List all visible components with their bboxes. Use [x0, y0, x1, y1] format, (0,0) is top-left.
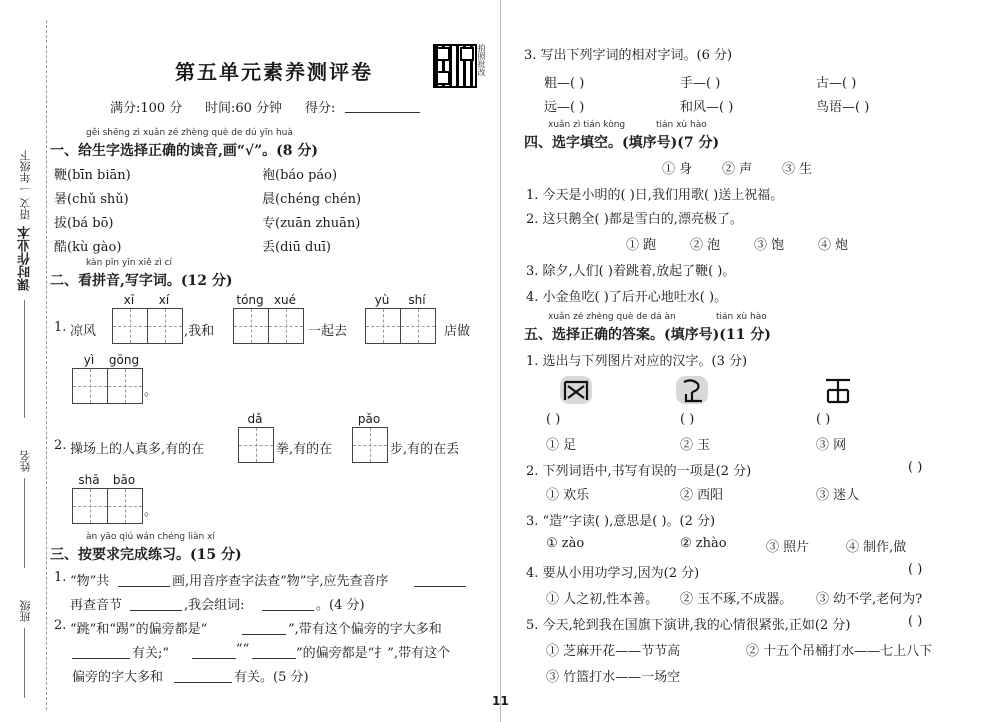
binding-line — [46, 20, 47, 710]
option-item: ① 芝麻开花——节节高 — [546, 644, 681, 659]
question-text: 4. 要从小用功学习,因为(2 分) — [526, 566, 700, 581]
antonym-item[interactable]: 古—( ) — [816, 76, 857, 91]
answer-blank[interactable] — [118, 570, 170, 587]
option-item: ③ 幼不学,老何为? — [816, 592, 923, 607]
score-field[interactable] — [345, 96, 420, 113]
writing-grid[interactable] — [352, 427, 388, 463]
column-divider — [500, 0, 501, 722]
question-number: 1. — [54, 320, 67, 335]
question-text[interactable]: 4. 小金鱼吃( )了后开心地吐水( )。 — [526, 290, 728, 305]
spine-name-label: 姓名 — [19, 450, 32, 472]
answer-blank[interactable] — [174, 666, 232, 683]
question-text: 5. 今天,轮到我在国旗下演讲,我的心情很紧张,正如(2 分) — [526, 618, 851, 633]
option-item: ③ 饱 — [754, 238, 785, 253]
question-text: 操场上的人真多,有的在 — [70, 442, 205, 457]
section-pinyin: àn yāo qiú wán chéng liàn xí — [86, 532, 215, 542]
question-number: 2. — [54, 618, 67, 633]
spine-line — [24, 478, 25, 568]
option-item: ① 足 — [546, 438, 577, 453]
question-text: ”“ — [236, 642, 250, 657]
section-pinyin: xuǎn zì tián kòng — [548, 120, 626, 130]
reading-item[interactable]: 酷(kù gào) — [54, 240, 122, 255]
score-total: 满分:100 分 — [110, 101, 183, 116]
answer-paren[interactable]: ( ) — [908, 614, 923, 629]
option-item: ③ 网 — [816, 438, 847, 453]
option-item: ③ 生 — [782, 162, 813, 177]
question-text: 3. 写出下列字词的相对字词。(6 分) — [524, 48, 733, 63]
section-pinyin: kàn pīn yīn xiě zì cí — [86, 258, 173, 268]
antonym-item[interactable]: 粗—( ) — [544, 76, 585, 91]
pinyin-hint: xī — [123, 293, 135, 307]
answer-paren[interactable]: ( ) — [816, 412, 831, 427]
time-limit: 时间:60 分钟 — [205, 101, 283, 116]
option-item: ③ 迷人 — [816, 488, 860, 503]
section-4-title: 四、选字填空。(填序号)(7 分) — [524, 135, 720, 151]
section-pinyin: xuǎn zé zhèng què de dá àn — [548, 312, 676, 322]
option-item: ① 身 — [662, 162, 693, 177]
spine-subject: 语文 — [19, 198, 32, 220]
section-5-title: 五、选择正确的答案。(填序号)(11 分) — [524, 327, 771, 343]
question-number: 1. — [54, 570, 67, 585]
reading-item[interactable]: 晨(chéng chén) — [262, 192, 362, 207]
answer-paren[interactable]: ( ) — [908, 562, 923, 577]
option-item: ③ 竹篮打水——一场空 — [546, 670, 681, 685]
qr-code[interactable] — [433, 44, 477, 88]
question-text[interactable]: 3. “造”字读( ),意思是( )。(2 分) — [526, 514, 716, 529]
question-text: 1. 选出与下列图片对应的汉字。(3 分) — [526, 354, 748, 369]
reading-item[interactable]: 袍(báo páo) — [262, 168, 338, 183]
question-text: ”的偏旁都是“扌”,带有这个 — [296, 646, 451, 661]
pinyin-hint: pǎo — [357, 412, 381, 426]
answer-paren[interactable]: ( ) — [546, 412, 561, 427]
qr-caption: 拍照批改 — [477, 44, 486, 76]
score-label: 得分: — [305, 101, 336, 116]
question-text: ,我会组词: — [184, 598, 245, 613]
spine-class-label: 班级 — [19, 600, 32, 622]
question-text: 2. 下列词语中,书写有误的一项是(2 分) — [526, 464, 752, 479]
pinyin-hint: yì — [83, 353, 95, 367]
section-2-title: 二、看拼音,写字词。(12 分) — [50, 273, 233, 289]
pinyin-hint: shí — [408, 293, 426, 307]
answer-paren[interactable]: ( ) — [908, 460, 923, 475]
writing-grid[interactable] — [72, 368, 143, 404]
question-text[interactable]: 1. 今天是小明的( )日,我们用歌( )送上祝福。 — [526, 188, 784, 203]
pinyin-hint: bāo — [112, 473, 136, 487]
option-item: ② 泡 — [690, 238, 721, 253]
spine-line — [24, 300, 25, 418]
section-pinyin: tián xù hào — [656, 120, 707, 130]
spine-line — [24, 628, 25, 698]
option-item: ① 跑 — [626, 238, 657, 253]
writing-grid[interactable] — [238, 427, 274, 463]
reading-item[interactable]: 拔(bá bō) — [54, 216, 114, 231]
writing-grid[interactable] — [112, 308, 183, 344]
reading-item[interactable]: 鞭(bīn biān) — [54, 168, 131, 183]
pinyin-hint: xí — [158, 293, 170, 307]
answer-blank[interactable] — [130, 594, 182, 611]
section-1-title: 一、给生字选择正确的读音,画“√”。(8 分) — [50, 143, 319, 159]
question-number: 2. — [54, 438, 67, 453]
option-item: ② 玉 — [680, 438, 711, 453]
option-item: ① zào — [546, 536, 585, 551]
option-item: ① 人之初,性本善。 — [546, 592, 659, 607]
jade-glyph-icon — [818, 372, 858, 408]
pinyin-hint: dǎ — [247, 412, 263, 426]
question-text: 。 — [144, 384, 158, 399]
option-item: ② 西阳 — [680, 488, 724, 503]
antonym-item[interactable]: 和风—( ) — [680, 100, 734, 115]
writing-grid[interactable] — [72, 488, 143, 524]
antonym-item[interactable]: 手—( ) — [680, 76, 721, 91]
option-item: ① 欢乐 — [546, 488, 590, 503]
spine-book: 课时作业本 — [18, 226, 33, 291]
option-item: ③ 照片 — [766, 540, 810, 555]
question-text: ,我和 — [184, 324, 215, 339]
page-title: 第五单元素养测评卷 — [175, 60, 373, 84]
section-pinyin: gěi shēng zì xuǎn zé zhèng què de dú yīn huà — [86, 128, 293, 138]
question-text: 步,有的在丢 — [390, 442, 460, 457]
pinyin-hint: shā — [78, 473, 100, 487]
net-glyph-icon — [556, 372, 596, 408]
answer-blank[interactable] — [192, 642, 236, 659]
option-item: ② 玉不琢,不成器。 — [680, 592, 793, 607]
spine-grade: 一年级下 — [19, 150, 32, 194]
question-text: ”,带有这个偏旁的字大多和 — [288, 622, 442, 637]
question-text: 。(4 分) — [316, 598, 365, 613]
answer-blank[interactable] — [72, 642, 130, 659]
answer-paren[interactable]: ( ) — [680, 412, 695, 427]
page-number: 11 — [492, 694, 509, 708]
option-item: ② zhào — [680, 536, 727, 551]
question-text: 再查音节 — [70, 598, 123, 613]
answer-blank[interactable] — [414, 570, 466, 587]
reading-item[interactable]: 专(zuān zhuān) — [262, 216, 361, 231]
answer-blank[interactable] — [252, 642, 296, 659]
answer-blank[interactable] — [242, 618, 286, 635]
question-text: “跳”和“踢”的偏旁都是“ — [70, 622, 208, 637]
question-text: 。 — [144, 504, 158, 519]
pinyin-hint: gōng — [108, 353, 140, 367]
question-text[interactable]: 2. 这只鹅全( )都是雪白的,漂亮极了。 — [526, 212, 743, 227]
option-item: ② 十五个吊桶打水——七上八下 — [746, 644, 933, 659]
question-text: 有关;“ — [132, 646, 170, 661]
reading-item[interactable]: 丢(diū duī) — [262, 240, 331, 255]
question-text: 画,用音序查字法查“物”字,应先查音序 — [172, 574, 389, 589]
pinyin-hint: xué — [273, 293, 297, 307]
antonym-item[interactable]: 远—( ) — [544, 100, 585, 115]
antonym-item[interactable]: 鸟语—( ) — [816, 100, 870, 115]
section-3-title: 三、按要求完成练习。(15 分) — [50, 547, 242, 563]
question-text: 偏旁的字大多和 — [72, 670, 164, 685]
question-text: 有关。(5 分) — [234, 670, 309, 685]
question-text: “物”共 — [70, 574, 110, 589]
pinyin-hint: yù — [374, 293, 390, 307]
foot-glyph-icon — [672, 372, 712, 408]
option-item: ④ 制作,做 — [846, 540, 907, 555]
option-item: ② 声 — [722, 162, 753, 177]
question-text: 凉风 — [70, 324, 97, 339]
writing-grid[interactable] — [233, 308, 304, 344]
pinyin-hint: tóng — [236, 293, 264, 307]
reading-item[interactable]: 暑(chǔ shǔ) — [54, 192, 129, 207]
option-item: ④ 炮 — [818, 238, 849, 253]
writing-grid[interactable] — [365, 308, 436, 344]
answer-blank[interactable] — [262, 594, 314, 611]
section-pinyin: tián xù hào — [716, 312, 767, 322]
question-text: 拳,有的在 — [276, 442, 333, 457]
question-text: 店做 — [444, 324, 471, 339]
question-text: 一起去 — [308, 324, 348, 339]
question-text[interactable]: 3. 除夕,人们( )着跳着,放起了鞭( )。 — [526, 264, 736, 279]
